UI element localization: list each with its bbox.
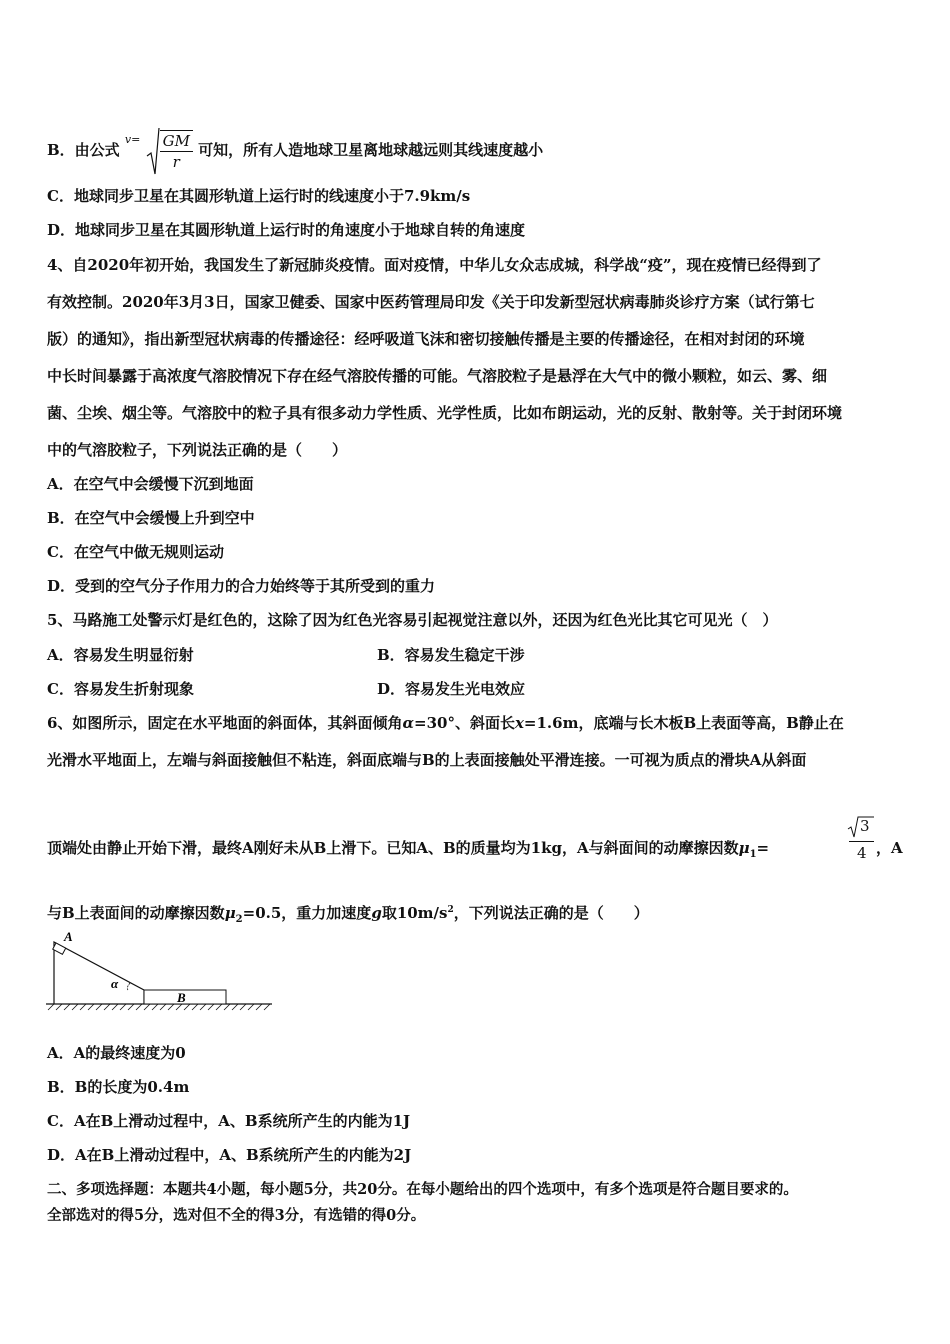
incline-wedge bbox=[54, 942, 144, 1004]
formula-numerator: GM bbox=[160, 131, 193, 152]
q3-option-c: C．地球同步卫星在其圆形轨道上运行时的线速度小于7.9km/s bbox=[47, 187, 471, 205]
q4-option-a: A．在空气中会缓慢下沉到地面 bbox=[47, 475, 254, 493]
q6-equals: = bbox=[756, 839, 770, 857]
q6-squared: 2 bbox=[447, 905, 454, 915]
section-2-heading-line-1: 二、多项选择题：本题共4小题，每小题5分，共20分。在每小题给出的四个选项中，有多个选项是符合题目要求的。 bbox=[47, 1181, 798, 1198]
figure-label-a: A bbox=[64, 929, 73, 944]
q3-option-b bbox=[47, 126, 543, 176]
q6-option-b: B．B的长度为0.4m bbox=[47, 1078, 190, 1096]
q6-text: =30°、斜面长 bbox=[414, 714, 515, 732]
q6-alpha: α bbox=[402, 714, 414, 732]
sqrt-radicand: 3 bbox=[860, 817, 870, 835]
q6-text: ，下列说法正确的是（ ） bbox=[453, 904, 649, 922]
slider-block-a bbox=[53, 943, 66, 954]
q5-option-d: D．容易发生光电效应 bbox=[377, 680, 526, 698]
formula-sqrt bbox=[146, 126, 193, 176]
q6-option-d: D．A在B上滑动过程中，A、B系统所产生的内能为2J bbox=[47, 1146, 412, 1164]
sqrt-sign-icon bbox=[146, 126, 160, 176]
q3-option-b-suffix: 可知，所有人造地球卫星离地球越远则其线速度越小 bbox=[198, 141, 544, 159]
q5-option-b: B．容易发生稳定干涉 bbox=[377, 646, 525, 664]
q6-stem-line-3-end: ，A bbox=[876, 839, 903, 857]
q4-option-b: B．在空气中会缓慢上升到空中 bbox=[47, 509, 255, 527]
ground-hatching bbox=[46, 1004, 272, 1010]
q6-stem-line-1 bbox=[47, 713, 844, 733]
q6-stem-line-4 bbox=[47, 900, 649, 930]
q6-text: =0.5，重力加速度 bbox=[242, 904, 372, 922]
q6-stem-line-2: 光滑水平地面上，左端与斜面接触但不粘连，斜面底端与B的上表面接触处平滑连接。一可视为质点的滑块A从斜面 bbox=[47, 751, 807, 769]
q4-stem-line-5: 菌、尘埃、烟尘等。气溶胶中的粒子具有很多动力学性质、光学性质，比如布朗运动，光的反射、散射等。关于封闭环境 bbox=[47, 404, 843, 422]
q4-option-c: C．在空气中做无规则运动 bbox=[47, 543, 224, 561]
q6-text: 顶端处由静止开始下滑，最终A刚好未从B上滑下。已知A、B的质量均为1kg，A与斜面间的动摩擦因数 bbox=[47, 839, 739, 857]
q5-option-a: A．容易发生明显衍射 bbox=[47, 646, 194, 664]
q6-mu: μ bbox=[224, 904, 236, 922]
q5-option-c: C．容易发生折射现象 bbox=[47, 680, 194, 698]
q6-stem-line-3 bbox=[47, 838, 769, 865]
velocity-formula bbox=[125, 126, 193, 176]
q6-mu1-subscript: 1 bbox=[749, 849, 757, 860]
q3-option-b-prefix: B．由公式 bbox=[47, 141, 120, 159]
q6-text: 6、如图所示，固定在水平地面的斜面体，其斜面倾角 bbox=[47, 714, 403, 732]
q4-stem-line-4: 中长时间暴露于高浓度气溶胶情况下存在经气溶胶传播的可能。气溶胶粒子是悬浮在大气中的微小颗粒，如云、雾、细 bbox=[47, 367, 828, 385]
q4-stem-line-2: 有效控制。2020年3月3日，国家卫健委、国家中医药管理局印发《关于印发新型冠状病毒肺炎诊疗方案（试行第七 bbox=[47, 293, 815, 311]
figure-label-alpha: α bbox=[111, 976, 119, 991]
fraction-bar bbox=[849, 841, 874, 842]
incline-figure bbox=[44, 928, 274, 1012]
figure-label-b: B bbox=[177, 990, 186, 1005]
q6-mu2-subscript: 2 bbox=[235, 914, 243, 925]
q3-option-d: D．地球同步卫星在其圆形轨道上运行时的角速度小于地球自转的角速度 bbox=[47, 221, 526, 239]
q6-mu: μ bbox=[738, 839, 750, 857]
q6-text: 取10m/s bbox=[381, 904, 448, 922]
q4-stem-line-1: 4、自2020年初开始，我国发生了新冠肺炎疫情。面对疫情，中华儿女众志成城，科学战“疫”，现在疫情已经得到了 bbox=[47, 256, 822, 274]
fraction-denominator: 4 bbox=[857, 844, 867, 862]
q4-stem-line-6: 中的气溶胶粒子，下列说法正确的是（ ） bbox=[47, 441, 348, 459]
q6-x: x bbox=[514, 714, 524, 732]
mu1-fraction bbox=[846, 815, 876, 865]
q6-option-c: C．A在B上滑动过程中，A、B系统所产生的内能为1J bbox=[47, 1112, 411, 1130]
section-2-heading-line-2: 全部选对的得5分，选对但不全的得3分，有选错的得0分。 bbox=[47, 1207, 426, 1224]
q5-stem: 5、马路施工处警示灯是红色的，这除了因为红色光容易引起视觉注意以外，还因为红色光比其它可见光（ ） bbox=[47, 611, 778, 629]
q4-option-d: D．受到的空气分子作用力的合力始终等于其所受到的重力 bbox=[47, 577, 436, 595]
formula-fraction bbox=[160, 130, 193, 172]
angle-arc-icon bbox=[127, 983, 130, 990]
q4-stem-line-3: 版）的通知》，指出新型冠状病毒的传播途径：经呼吸道飞沫和密切接触传播是主要的传播途径，在相对封闭的环境 bbox=[47, 330, 805, 348]
q6-g: g bbox=[371, 904, 382, 922]
formula-v-label: v= bbox=[124, 133, 141, 146]
formula-denominator: r bbox=[172, 153, 180, 171]
q6-text: 与B上表面间的动摩擦因数 bbox=[47, 904, 225, 922]
q6-option-a: A．A的最终速度为0 bbox=[47, 1044, 186, 1062]
q6-text: =1.6m，底端与长木板B上表面等高，B静止在 bbox=[523, 714, 844, 732]
